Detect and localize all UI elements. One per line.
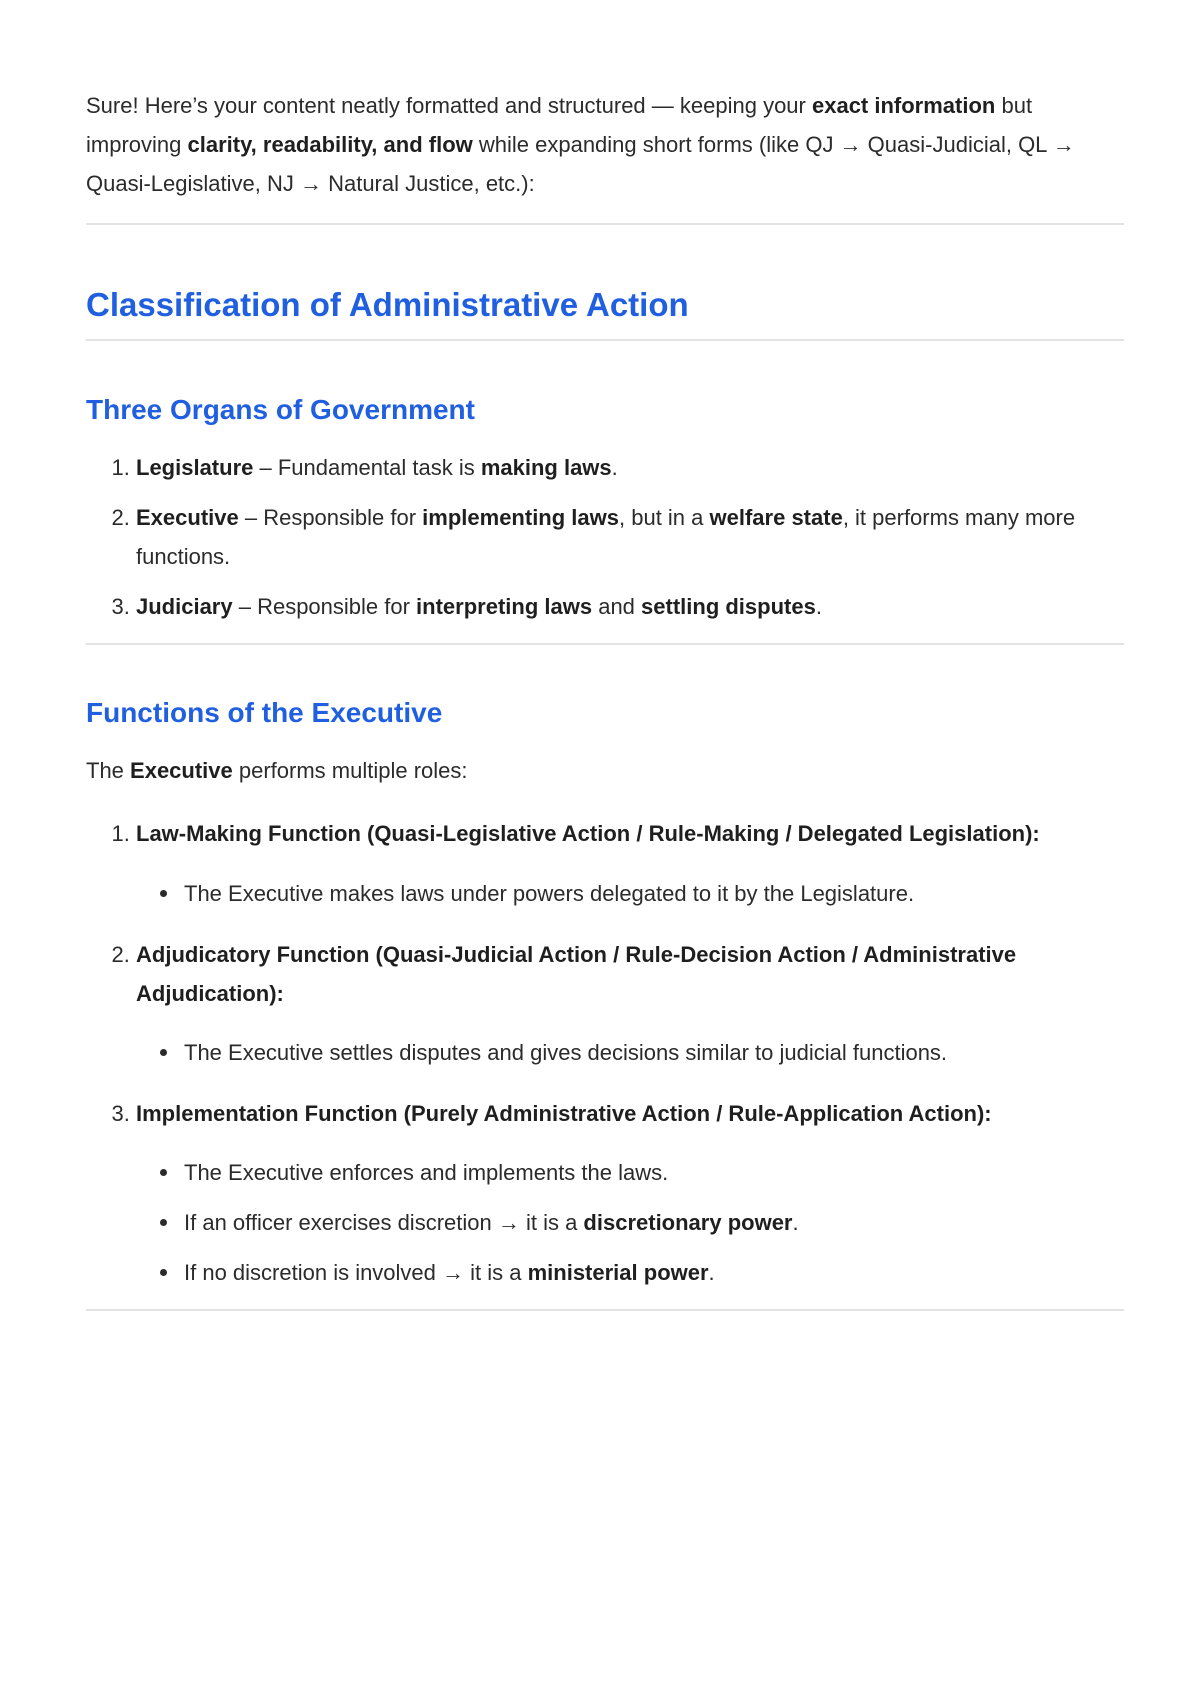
section-heading-organs: Three Organs of Government (86, 394, 475, 425)
organ-bold: settling disputes (641, 594, 816, 619)
bullet-item (184, 1203, 1124, 1242)
function-item-law-making (136, 814, 1124, 913)
lead-text: The (86, 758, 131, 783)
bullet-item: The Executive makes laws under powers delegated to it by the Legislature. (184, 874, 1124, 913)
organ-bold: implementing laws (422, 505, 619, 530)
lead-text: performs multiple roles: (232, 758, 468, 783)
intro-text: while expanding short forms (like QJ → Quasi-Judicial, QL → Quasi-Legislative, NJ → Natural Justice, etc.): (86, 132, 1075, 196)
section-heading-functions: Functions of the Executive (86, 697, 443, 728)
organs-list (86, 448, 1124, 626)
organ-text: . (611, 455, 618, 480)
bullet-text: If no discretion is involved → it is a (184, 1260, 528, 1285)
functions-lead (86, 751, 1124, 790)
bullet-bold: discretionary power (583, 1210, 793, 1235)
organ-item-judiciary (136, 587, 1124, 626)
divider (86, 339, 1124, 341)
function-title: Law-Making Function (Quasi-Legislative Action / Rule-Making / Delegated Legislation): (136, 821, 1040, 846)
organ-name: Legislature (136, 455, 254, 480)
function-title: Adjudicatory Function (Quasi-Judicial Action / Rule-Decision Action / Administrative Adjudication): (136, 942, 1017, 1006)
organ-item-legislature (136, 448, 1124, 487)
divider (86, 1309, 1124, 1311)
organ-text: . (815, 594, 822, 619)
divider (86, 643, 1124, 645)
organ-item-executive (136, 498, 1124, 576)
bullet-text: . (708, 1260, 715, 1285)
organ-text: – Fundamental task is (253, 455, 481, 480)
function-bullets (136, 1033, 1124, 1072)
function-title: Implementation Function (Purely Administrative Action / Rule-Application Action): (136, 1101, 992, 1126)
organ-text: – Responsible for (238, 505, 423, 530)
intro-bold: exact information (811, 93, 996, 118)
bullet-item (184, 1253, 1124, 1292)
intro-paragraph (86, 86, 1124, 203)
bullet-text: . (792, 1210, 799, 1235)
page-title: Classification of Administrative Action (86, 286, 689, 323)
organ-name: Judiciary (136, 594, 233, 619)
organ-text: – Responsible for (232, 594, 417, 619)
bullet-bold: ministerial power (527, 1260, 709, 1285)
functions-list (86, 814, 1124, 1292)
organ-bold: making laws (480, 455, 612, 480)
lead-bold: Executive (130, 758, 233, 783)
function-bullets (136, 1153, 1124, 1292)
organ-name: Executive (136, 505, 239, 530)
intro-bold: clarity, readability, and flow (187, 132, 473, 157)
intro-text: Sure! Here’s your content neatly formatted and structured — keeping your (86, 93, 812, 118)
function-item-implementation (136, 1094, 1124, 1292)
organ-text: , but in a (619, 505, 710, 530)
organ-bold: welfare state (709, 505, 843, 530)
intro-text: but improving (86, 93, 1033, 157)
function-item-adjudicatory (136, 935, 1124, 1072)
bullet-item: The Executive settles disputes and gives decisions similar to judicial functions. (184, 1033, 1124, 1072)
organ-text: , it performs many more functions. (136, 505, 1076, 569)
function-bullets (136, 874, 1124, 913)
divider (86, 223, 1124, 225)
bullet-item: The Executive enforces and implements the laws. (184, 1153, 1124, 1192)
organ-bold: interpreting laws (416, 594, 593, 619)
organ-text: and (592, 594, 642, 619)
bullet-text: If an officer exercises discretion → it is a (184, 1210, 584, 1235)
